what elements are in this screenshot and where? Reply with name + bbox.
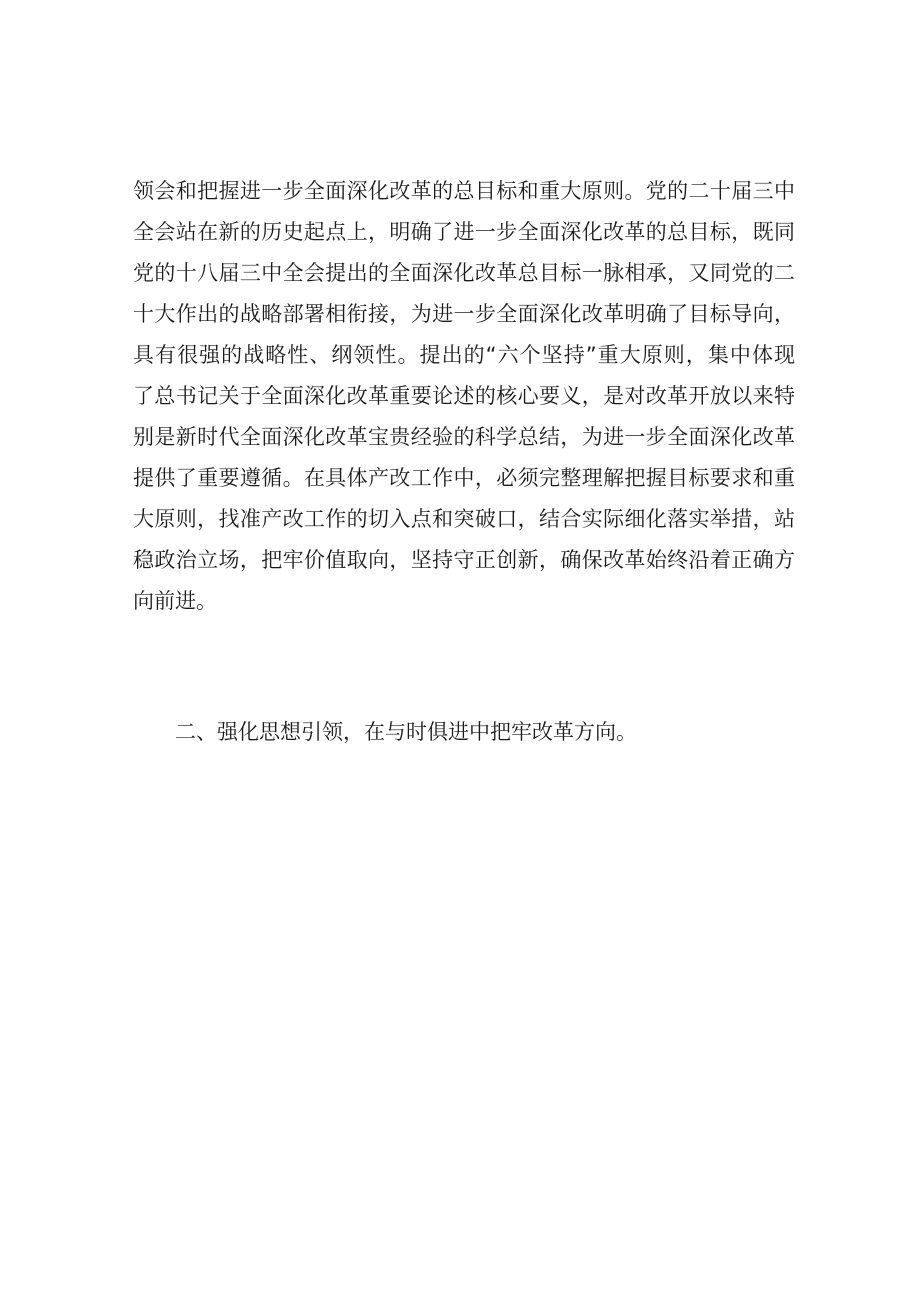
paragraph-line: 十大作出的战略部署相衔接，为进一步全面深化改革明确了目标导向， <box>133 302 795 326</box>
section-heading: 二、强化思想引领，在与时俱进中把牢改革方向。 <box>175 720 637 744</box>
paragraph-line: 全会站在新的历史起点上，明确了进一步全面深化改革的总目标，既同 <box>133 220 795 244</box>
paragraph-line: 领会和把握进一步全面深化改革的总目标和重大原则。党的二十届三中 <box>133 179 795 203</box>
paragraph-line: 稳政治立场，把牢价值取向，坚持守正创新，确保改革始终沿着正确方 <box>133 548 795 572</box>
paragraph-line: 向前进。 <box>133 589 217 613</box>
body-paragraph <box>133 171 795 622</box>
paragraph-line: 别是新时代全面深化改革宝贵经验的科学总结，为进一步全面深化改革 <box>133 425 795 449</box>
paragraph-line: 大原则，找准产改工作的切入点和突破口，结合实际细化落实举措，站 <box>133 507 795 531</box>
paragraph-line: 提供了重要遵循。在具体产改工作中，必须完整理解把握目标要求和重 <box>133 466 795 490</box>
paragraph-line: 了总书记关于全面深化改革重要论述的核心要义，是对改革开放以来特 <box>133 384 795 408</box>
paragraph-line: 党的十八届三中全会提出的全面深化改革总目标一脉相承，又同党的二 <box>133 261 795 285</box>
paragraph-line: 具有很强的战略性、纲领性。提出的“六个坚持”重大原则，集中体现 <box>133 343 795 367</box>
